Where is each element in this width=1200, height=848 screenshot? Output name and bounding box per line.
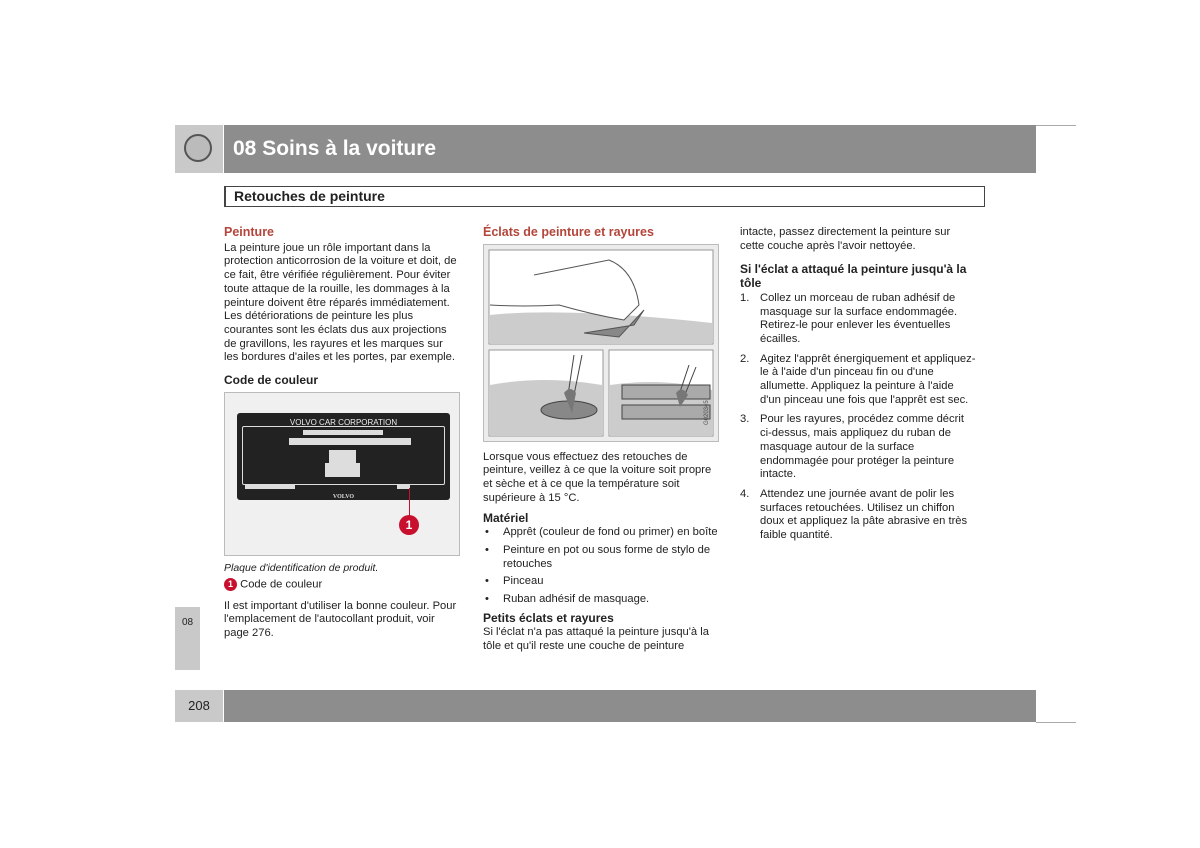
callout-legend-badge: 1 (224, 578, 237, 591)
footer-bar (224, 690, 1036, 722)
left-column (224, 226, 460, 641)
heading-code-couleur: Code de couleur (224, 373, 319, 388)
plate-title: VOLVO CAR CORPORATION (289, 417, 398, 427)
heading-materiel: Matériel (483, 510, 529, 525)
paragraph: Lorsque vous effectuez des retouches de peinture, veillez à ce que la voiture soit propre et sèche et à ce que la température soit supérieure à 15 °C. (483, 450, 712, 504)
materials-list (483, 526, 719, 607)
list-item: • Peinture en pot ou sous forme de stylo de retouches (483, 544, 719, 571)
chapter-title: 08 Soins à la voiture (233, 137, 437, 160)
paragraph: Si l'éclat n'a pas attaqué la peinture jusqu'à la tôle et qu'il reste une couche de peinture (483, 626, 709, 653)
car-care-icon (184, 134, 212, 162)
paragraph: Il est important d'utiliser la bonne couleur. Pour l'emplacement de l'autocollant produit, voir page 276. (224, 599, 457, 639)
callout-1: 1 (399, 515, 419, 535)
figure-code: G020345 (704, 400, 710, 425)
figure-caption: Plaque d'identification de produit. (224, 561, 379, 574)
page-number: 208 (175, 690, 223, 722)
divider (1036, 722, 1076, 723)
step-item: 2. Agitez l'apprêt énergiquement et appliquez-le à l'aide d'un pinceau fin ou d'une allumette. Appliquez la peinture à l'aide d'un pinceau une fois que l'apprêt est sec. (740, 352, 976, 406)
product-plate-figure (224, 392, 460, 556)
divider (1036, 125, 1076, 126)
list-item: • Pinceau (483, 575, 719, 589)
section-title: Retouches de peinture (224, 186, 985, 207)
step-item: 4. Attendez une journée avant de polir les surfaces retouchées. Utilisez un chiffon doux et appliquez la pâte abrasive en très faible quantité. (740, 487, 968, 542)
heading-tole: Si l'éclat a attaqué la peinture jusqu'à la tôle (740, 262, 967, 291)
middle-column (483, 226, 719, 654)
plate-image (237, 413, 450, 500)
paragraph: La peinture joue un rôle important dans la protection anticorrosion de la voiture et doit, de ce fait, être vérifiée régulièrement. Pour éviter toute attaque de la rouille, les dommages à la peinture doivent être réparés immédiatement. Les détériorations de peinture les plus courantes sont les éclats dus aux projections de gravillons, les rayures et les marques sur les bordures d'ailes et les portes, par exemple. (224, 241, 457, 364)
step-item: 3. Pour les rayures, procédez comme décrit ci-dessus, mais appliquez du ruban de masquage autour de la surface endommagée pour protéger la peinture intacte. (740, 413, 964, 481)
heading-eclats: Éclats de peinture et rayures (483, 225, 654, 239)
touch-up-figure (483, 244, 719, 442)
chapter-side-tab: 08 (175, 607, 200, 670)
list-item: • Ruban adhésif de masquage. (483, 593, 719, 607)
heading-petits-eclats: Petits éclats et rayures (483, 610, 614, 625)
touch-up-illustration (484, 245, 718, 441)
paragraph: intacte, passez directement la peinture sur cette couche après l'avoir nettoyée. (740, 226, 951, 252)
right-column (740, 226, 976, 549)
step-item: 1. Collez un morceau de ruban adhésif de masquage sur la surface endommagée. Retirez-le pour enlever les éventuelles écailles. (740, 291, 958, 345)
plate-logo: VOLVO (332, 493, 355, 500)
steps-list (740, 292, 976, 543)
callout-legend-label: Code de couleur (240, 578, 323, 591)
list-item: • Apprêt (couleur de fond ou primer) en boîte (483, 526, 719, 540)
heading-peinture: Peinture (224, 225, 275, 239)
